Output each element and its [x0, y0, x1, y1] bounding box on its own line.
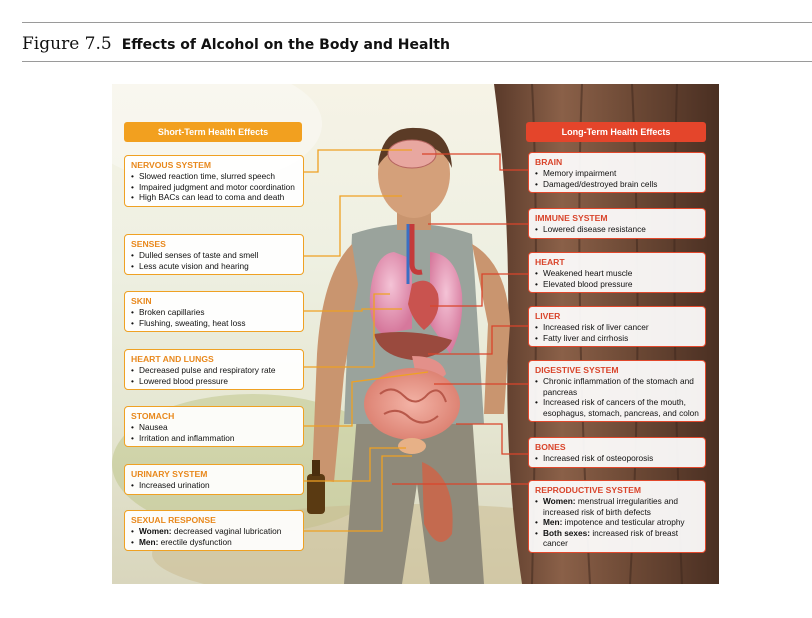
- heading-rule: [22, 61, 812, 62]
- box-title: BONES: [535, 442, 566, 452]
- box-title: URINARY SYSTEM: [131, 469, 208, 479]
- figure-heading: [22, 34, 450, 58]
- bullet-text: decreased vaginal lubrication: [173, 526, 282, 536]
- top-rule: [22, 22, 812, 23]
- bullet: • Memory impairment: [535, 168, 700, 179]
- bullet-lead: Men:: [543, 517, 563, 528]
- bullet: • Increased risk of cancers of the mouth, esophagus, stomach, pancreas, and colon: [535, 397, 700, 418]
- box-title: LIVER: [535, 311, 561, 321]
- short-term-header: Short-Term Health Effects: [124, 122, 302, 142]
- box-title: SKIN: [131, 296, 152, 306]
- bottle: [307, 474, 325, 514]
- bullet: • Broken capillaries: [131, 307, 298, 318]
- long-term-header: Long-Term Health Effects: [526, 122, 706, 142]
- illustration-panel: [112, 84, 719, 584]
- box-immune-system: [528, 208, 706, 239]
- box-stomach: [124, 406, 304, 447]
- bullet-text: menstrual irregularities and increased risk of birth defects: [543, 496, 678, 517]
- bottle-neck: [312, 460, 320, 476]
- box-nervous-system: [124, 155, 304, 207]
- bullet: [131, 537, 298, 548]
- bullet: • Fatty liver and cirrhosis: [535, 333, 700, 344]
- bullet: • Elevated blood pressure: [535, 279, 700, 290]
- bullet: • High BACs can lead to coma and death: [131, 192, 298, 203]
- box-title: SENSES: [131, 239, 166, 249]
- box-title: DIGESTIVE SYSTEM: [535, 365, 619, 375]
- bullet: • Increased urination: [131, 480, 298, 491]
- bullet: • Weakened heart muscle: [535, 268, 700, 279]
- bullet: • Decreased pulse and respiratory rate: [131, 365, 298, 376]
- bullet: [535, 496, 700, 517]
- box-liver: [528, 306, 706, 347]
- bullet: • Chronic inflammation of the stomach and pancreas: [535, 376, 700, 397]
- bullet-lead: Men:: [139, 536, 159, 547]
- bullet-text: impotence and testicular atrophy: [564, 517, 685, 528]
- bullet: • Dulled senses of taste and smell: [131, 250, 298, 261]
- bullet: [131, 526, 298, 537]
- box-bones: [528, 437, 706, 468]
- box-title: IMMUNE SYSTEM: [535, 213, 608, 223]
- bullet: • Lowered blood pressure: [131, 376, 298, 387]
- bullet-lead: Women:: [139, 526, 172, 536]
- box-title: HEART: [535, 257, 565, 267]
- bullet-lead: Women:: [543, 496, 576, 506]
- box-title: REPRODUCTIVE SYSTEM: [535, 485, 642, 495]
- box-digestive-system: [528, 360, 706, 422]
- bladder: [398, 438, 426, 454]
- bullet: • Impaired judgment and motor coordination: [131, 182, 298, 193]
- bullet-text: increased risk of breast cancer: [543, 527, 679, 549]
- bullet-lead: Both sexes:: [543, 527, 591, 538]
- bullet: • Flushing, sweating, heat loss: [131, 318, 298, 329]
- box-senses: [124, 234, 304, 275]
- box-heart: [528, 252, 706, 293]
- bullet: • Slowed reaction time, slurred speech: [131, 171, 298, 182]
- box-reproductive-system: [528, 480, 706, 553]
- box-title: NERVOUS SYSTEM: [131, 160, 212, 170]
- bullet: • Increased risk of osteoporosis: [535, 453, 700, 464]
- bullet: [535, 528, 700, 549]
- box-title: STOMACH: [131, 411, 175, 421]
- bullet: • Damaged/destroyed brain cells: [535, 179, 700, 190]
- bullet: [535, 517, 700, 528]
- box-brain: [528, 152, 706, 193]
- bullet: • Increased risk of liver cancer: [535, 322, 700, 333]
- box-sexual-response: [124, 510, 304, 551]
- box-title: SEXUAL RESPONSE: [131, 515, 216, 525]
- bullet: • Less acute vision and hearing: [131, 261, 298, 272]
- box-title: HEART AND LUNGS: [131, 354, 214, 364]
- figure-title: Effects of Alcohol on the Body and Health: [121, 37, 450, 53]
- bullet: • Irritation and inflammation: [131, 433, 298, 444]
- bullet-text: erectile dysfunction: [160, 536, 232, 547]
- figure-label: Figure 7.5: [22, 34, 112, 54]
- box-urinary-system: [124, 464, 304, 495]
- bullet: • Nausea: [131, 422, 298, 433]
- box-heart-and-lungs: [124, 349, 304, 390]
- bullet: • Lowered disease resistance: [535, 224, 700, 235]
- box-title: BRAIN: [535, 157, 563, 167]
- box-skin: [124, 291, 304, 332]
